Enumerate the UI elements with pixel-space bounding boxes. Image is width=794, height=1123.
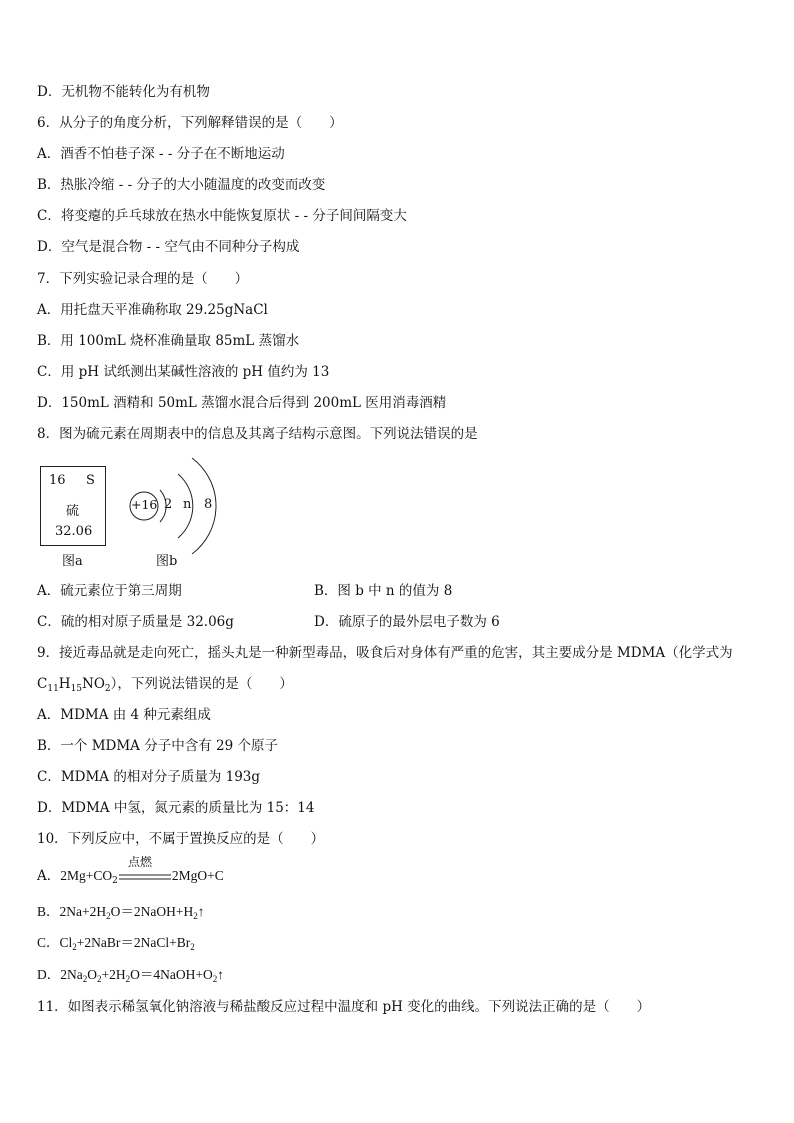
q10-option-a-reactants: 2Mg+CO <box>60 868 113 883</box>
q10-d-sub3: 2 <box>125 974 131 984</box>
formula-no: NO <box>82 676 105 692</box>
q10-b-part3: ↑ <box>197 904 205 919</box>
q6-stem: 6．从分子的角度分析，下列解释错误的是（ ） <box>37 115 343 131</box>
q10-c-sub1: 2 <box>72 942 77 952</box>
shell-2-electrons: n <box>183 497 192 512</box>
q10-c-part2: +2NaBr＝2NaCl+Br <box>76 935 191 950</box>
q9-option-d: D．MDMA 中氢，氮元素的质量比为 15：14 <box>37 800 315 816</box>
figure-a-caption: 图a <box>62 554 83 569</box>
q10-d-part4: O＝4NaOH+O <box>130 967 213 982</box>
q10-b-sub1: 2 <box>106 911 111 921</box>
q9-option-b: B．一个 MDMA 分子中含有 29 个原子 <box>37 738 278 754</box>
q8-option-b: B．图 b 中 n 的值为 8 <box>314 583 453 599</box>
reaction-condition: 点燃 <box>128 855 153 869</box>
q9-stem-line1: 9．接近毒品就是走向死亡，摇头丸是一种新型毒品，吸食后对身体有严重的危害，其主要成分是 MDMA（化学式为 <box>37 645 733 661</box>
shell-3-electrons: 8 <box>204 497 213 512</box>
shell-1-electrons: 2 <box>164 497 173 512</box>
q5-option-d: D．无机物不能转化为有机物 <box>37 84 210 100</box>
q10-option-b <box>37 903 204 921</box>
q7-stem: 7．下列实验记录合理的是（ ） <box>37 271 249 287</box>
q10-option-d <box>37 966 224 984</box>
q10-option-c <box>37 934 195 952</box>
formula-c-sub: 11 <box>47 684 59 694</box>
q10-option-a-products: 2MgO+C <box>171 868 224 883</box>
q10-d-sub4: 2 <box>212 974 218 984</box>
element-name: 硫 <box>66 504 80 519</box>
q9-stem-tail: ），下列说法错误的是（ ） <box>110 676 293 692</box>
q10-b-part2: O＝2NaOH+H <box>110 904 194 919</box>
q10-c-sub2: 2 <box>190 942 195 952</box>
figure-b-caption: 图b <box>156 554 178 569</box>
q8-option-a: A．硫元素位于第三周期 <box>37 583 182 599</box>
periodic-table-cell <box>40 466 106 546</box>
q10-d-sub2: 2 <box>97 974 102 984</box>
q10-option-a-reactants-sub: 2 <box>112 876 118 886</box>
q8-stem: 8．图为硫元素在周期表中的信息及其离子结构示意图。下列说法错误的是 <box>37 426 478 442</box>
q10-d-part3: +2H <box>101 967 126 982</box>
formula-h-sub: 15 <box>70 684 83 694</box>
element-symbol: S <box>86 473 95 488</box>
formula-o-sub: 2 <box>104 684 111 694</box>
q11-stem: 11．如图表示稀氢氧化钠溶液与稀盐酸反应过程中温度和 pH 变化的曲线。下列说法正确的是（ ） <box>37 999 651 1015</box>
q9-option-a: A．MDMA 由 4 种元素组成 <box>37 707 211 723</box>
q10-d-part2: O <box>87 967 97 982</box>
reaction-equals-sign <box>119 873 171 881</box>
q6-option-b: B．热胀冷缩 - - 分子的大小随温度的改变而改变 <box>37 177 326 193</box>
q9-option-c: C．MDMA 的相对分子质量为 193g <box>37 769 261 785</box>
q8-option-c: C．硫的相对原子质量是 32.06g <box>37 614 234 630</box>
q10-b-sub2: 2 <box>193 911 198 921</box>
q7-option-b: B．用 100mL 烧杯准确量取 85mL 蒸馏水 <box>37 333 300 349</box>
q7-option-a: A．用托盘天平准确称取 29.25gNaCl <box>37 302 268 318</box>
q7-option-c: C．用 pH 试纸测出某碱性溶液的 pH 值约为 13 <box>37 364 330 380</box>
atomic-number: 16 <box>49 473 66 488</box>
q10-stem: 10．下列反应中，不属于置换反应的是（ ） <box>37 831 325 847</box>
q7-option-d: D．150mL 酒精和 50mL 蒸馏水混合后得到 200mL 医用消毒酒精 <box>37 395 447 411</box>
q10-d-part5: ↑ <box>217 967 224 982</box>
formula-h: H <box>58 676 71 692</box>
q10-option-a-prefix: A． <box>37 868 61 884</box>
q10-b-part1: B．2Na+2H <box>37 904 107 919</box>
formula-c: C <box>37 676 48 692</box>
q6-option-a: A．酒香不怕巷子深 - - 分子在不断地运动 <box>37 146 285 162</box>
atomic-mass: 32.06 <box>55 524 93 539</box>
q6-option-d: D．空气是混合物 - - 空气由不同种分子构成 <box>37 239 300 255</box>
q10-d-part1: D．2Na <box>37 967 83 982</box>
q10-d-sub1: 2 <box>82 974 88 984</box>
q6-option-c: C．将变瘪的乒乓球放在热水中能恢复原状 - - 分子间间隔变大 <box>37 208 407 224</box>
q9-stem-line2 <box>37 675 293 693</box>
nucleus-charge: +16 <box>131 497 158 512</box>
q10-c-part1: C．Cl <box>37 935 73 950</box>
q8-option-d: D．硫原子的最外层电子数为 6 <box>314 614 500 630</box>
